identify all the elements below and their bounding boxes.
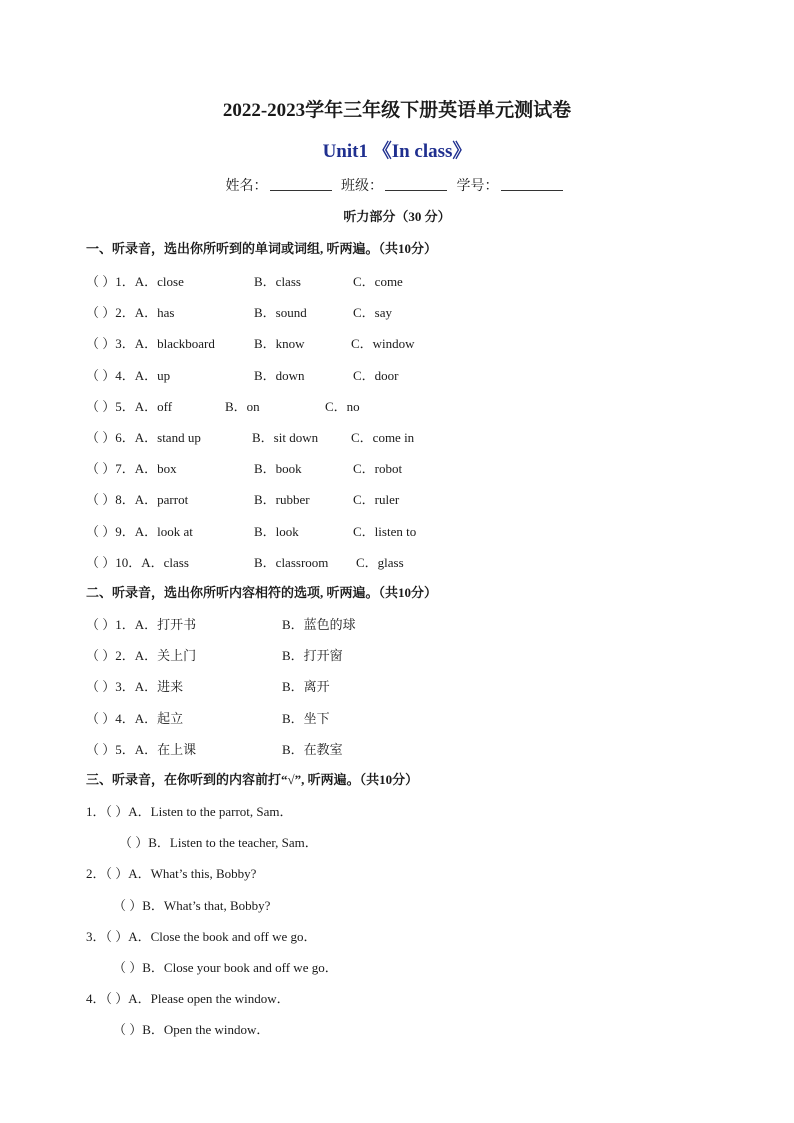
option-b[interactable]: B．look <box>254 524 299 539</box>
option-a[interactable]: （ ）3．A．blackboard <box>86 336 215 351</box>
question-row <box>0 396 794 414</box>
option-a[interactable]: （ ）3．A．进来 <box>86 679 184 694</box>
option-b[interactable]: B．book <box>254 461 302 476</box>
option-a[interactable]: （ ）5．A．off <box>86 399 173 414</box>
option-c[interactable]: C．robot <box>353 461 403 476</box>
section-heading-1: 一、听录音，选出你所听到的单词或词组, 听两遍。（共10分） <box>86 241 438 256</box>
option-a[interactable]: 3．（ ）A．Close the book and off we go． <box>86 929 317 944</box>
question-row <box>0 521 794 539</box>
option-c[interactable]: C．say <box>353 305 393 320</box>
question-row <box>0 552 794 570</box>
part-title: 听力部分（30 分） <box>343 209 451 224</box>
question-row <box>0 708 794 726</box>
question-row <box>0 489 794 507</box>
option-a[interactable]: （ ）4．A．up <box>86 368 171 383</box>
option-b[interactable]: B．classroom <box>254 555 329 570</box>
question-row <box>0 302 794 320</box>
id-blank[interactable] <box>501 178 563 191</box>
option-b[interactable]: （ ）B．Listen to the teacher, Sam． <box>119 835 318 850</box>
question-row <box>0 333 794 351</box>
option-a[interactable]: （ ）2．A．关上门 <box>86 648 197 663</box>
id-label: 学号： <box>456 179 499 194</box>
question-row <box>0 645 794 663</box>
option-b[interactable]: B．坐下 <box>282 711 330 726</box>
option-b[interactable]: B．sound <box>254 305 307 320</box>
option-b[interactable]: B．down <box>254 368 305 383</box>
option-a[interactable]: （ ）9．A．look at <box>86 524 193 539</box>
option-a[interactable]: （ ）2．A．has <box>86 305 175 320</box>
option-a[interactable]: （ ）10．A．class <box>86 555 189 570</box>
student-info <box>0 175 794 195</box>
section-heading-2: 二、听录音，选出你所听内容相符的选项, 听两遍。（共10分） <box>86 585 438 600</box>
option-c[interactable]: C．come in <box>351 430 415 445</box>
option-c[interactable]: C．no <box>325 399 360 414</box>
question-row <box>0 271 794 289</box>
question-row <box>0 458 794 476</box>
name-label: 姓名： <box>225 179 268 194</box>
option-a[interactable]: 1．（ ）A．Listen to the parrot, Sam． <box>86 804 293 819</box>
option-a[interactable]: （ ）4．A．起立 <box>86 711 184 726</box>
option-c[interactable]: C．glass <box>356 555 404 570</box>
unit-subtitle: Unit1 《In class》 <box>322 141 472 162</box>
option-b[interactable]: B．离开 <box>282 679 330 694</box>
option-b[interactable]: B．class <box>254 274 301 289</box>
class-label: 班级： <box>341 179 383 194</box>
option-c[interactable]: C．window <box>351 336 415 351</box>
option-a[interactable]: （ ）1．A．close <box>86 274 184 289</box>
option-a[interactable]: （ ）5．A．在上课 <box>86 742 197 757</box>
option-b[interactable]: （ ）B．Close your book and off we go． <box>113 960 338 975</box>
option-a[interactable]: （ ）1．A．打开书 <box>86 617 197 632</box>
question-row <box>0 676 794 694</box>
option-a[interactable]: 2．（ ）A．What’s this, Bobby? <box>86 866 257 881</box>
option-c[interactable]: C．ruler <box>353 492 400 507</box>
question-row <box>0 427 794 445</box>
option-a[interactable]: （ ）6．A．stand up <box>86 430 201 445</box>
page-title: 2022-2023学年三年级下册英语单元测试卷 <box>222 100 572 121</box>
section-heading-3: 三、听录音，在你听到的内容前打“√”, 听两遍。（共10分） <box>86 772 419 787</box>
option-a[interactable]: 4．（ ）A．Please open the window． <box>86 991 290 1006</box>
option-b[interactable]: B．打开窗 <box>282 648 343 663</box>
option-b[interactable]: （ ）B．What’s that, Bobby? <box>113 898 271 913</box>
option-b[interactable]: B．rubber <box>254 492 310 507</box>
question-row <box>0 365 794 383</box>
question-row <box>0 739 794 757</box>
option-c[interactable]: C．come <box>353 274 403 289</box>
option-c[interactable]: C．listen to <box>353 524 417 539</box>
question-row <box>0 614 794 632</box>
option-c[interactable]: C．door <box>353 368 399 383</box>
option-b[interactable]: B．蓝色的球 <box>282 617 356 632</box>
option-b[interactable]: B．on <box>225 399 260 414</box>
option-b[interactable]: B．在教室 <box>282 742 343 757</box>
option-b[interactable]: B．know <box>254 336 305 351</box>
name-blank[interactable] <box>270 178 332 191</box>
option-a[interactable]: （ ）8．A．parrot <box>86 492 189 507</box>
option-b[interactable]: （ ）B．Open the window． <box>113 1022 270 1037</box>
option-a[interactable]: （ ）7．A．box <box>86 461 177 476</box>
class-blank[interactable] <box>385 178 447 191</box>
option-b[interactable]: B．sit down <box>252 430 319 445</box>
